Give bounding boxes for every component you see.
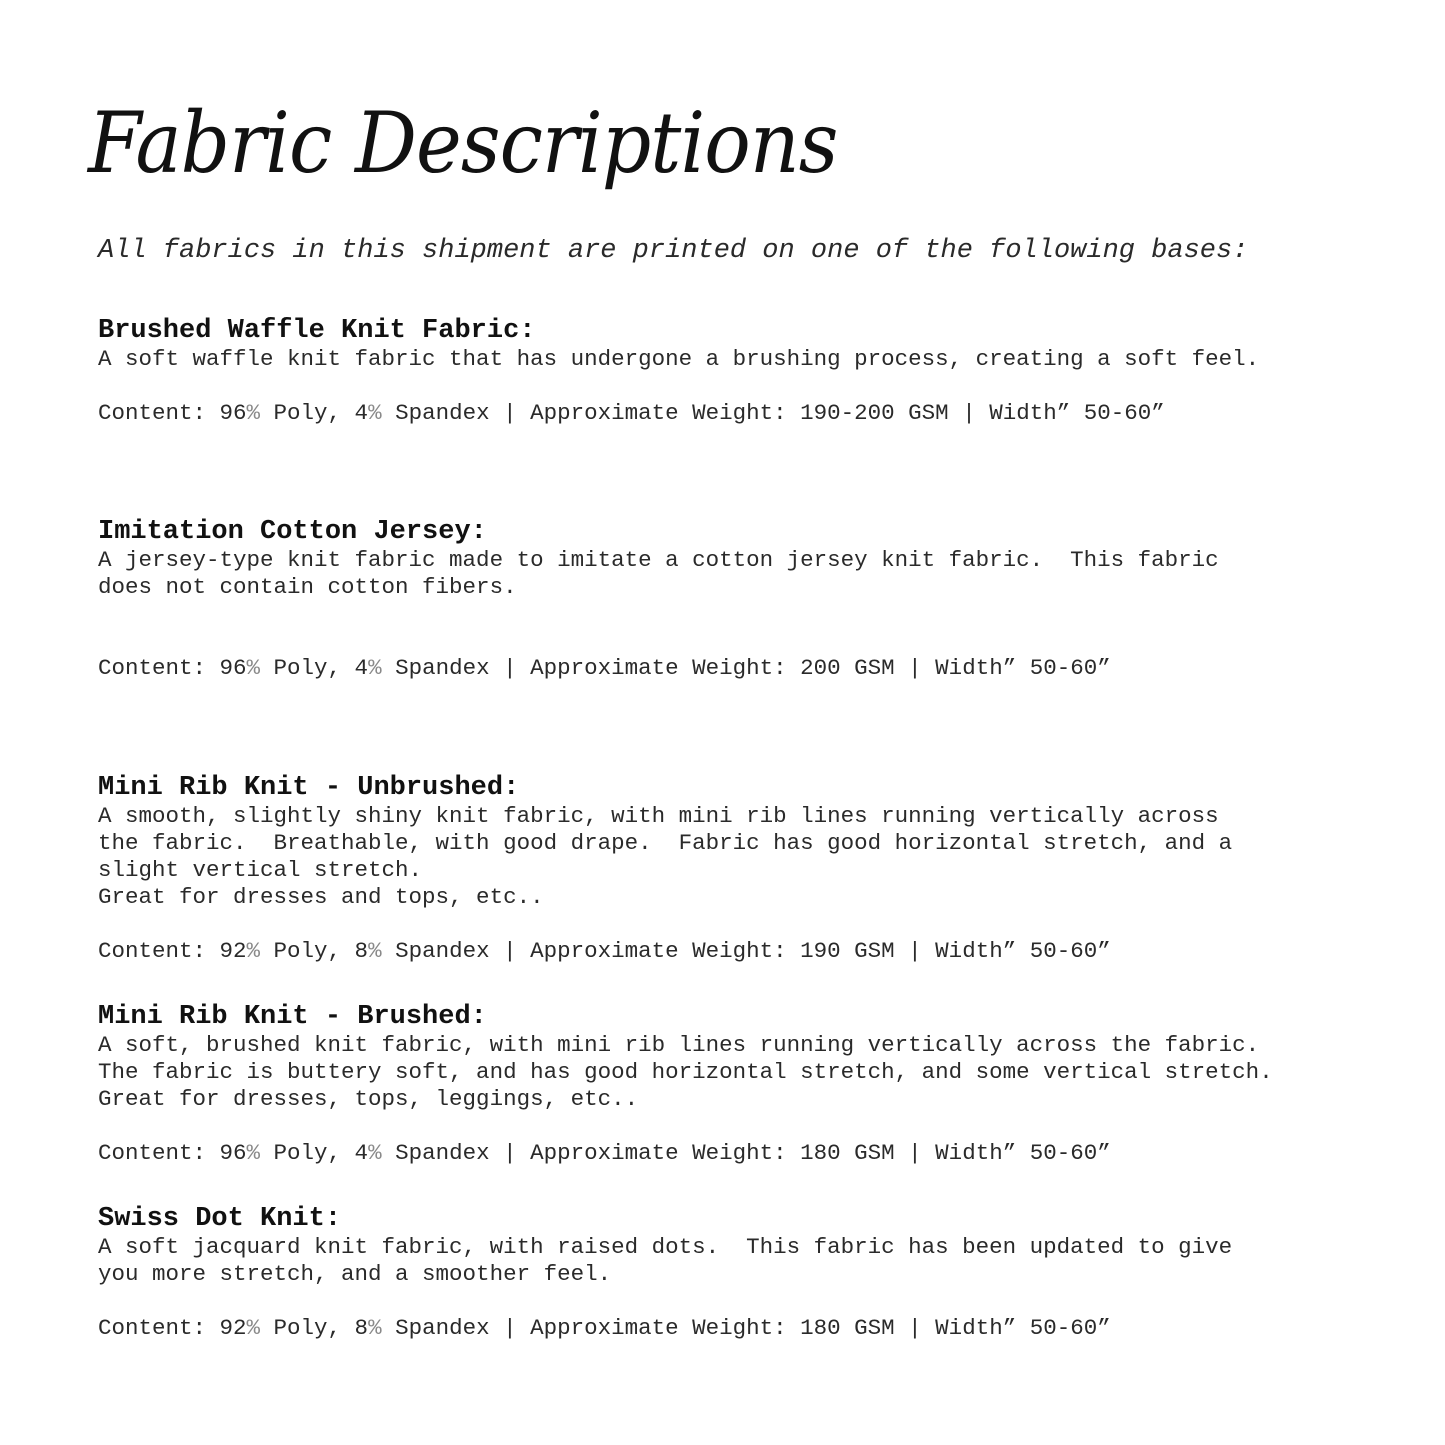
fabric-content-spec: Content: 96% Poly, 4% Spandex | Approximate Weight: 180 GSM | Width” 50-60” [98,1140,1111,1166]
fabric-description-line: A soft jacquard knit fabric, with raised dots. This fabric has been updated to give [98,1234,1233,1260]
fabric-description-line: Great for dresses, tops, leggings, etc.. [98,1086,639,1112]
fabric-name: Mini Rib Knit - Unbrushed: [98,773,520,803]
fabric-description-line: A soft waffle knit fabric that has undergone a brushing process, creating a soft feel. [98,346,1260,372]
fabric-description-line: A smooth, slightly shiny knit fabric, with mini rib lines running vertically across [98,803,1219,829]
fabric-description-line: A jersey-type knit fabric made to imitate a cotton jersey knit fabric. This fabric [98,547,1219,573]
fabric-description-line: A soft, brushed knit fabric, with mini rib lines running vertically across the fabric. [98,1032,1260,1058]
fabric-name: Imitation Cotton Jersey: [98,517,487,547]
fabric-description-line: the fabric. Breathable, with good drape. Fabric has good horizontal stretch, and a [98,830,1233,856]
fabric-name: Brushed Waffle Knit Fabric: [98,316,536,346]
fabric-content-spec: Content: 96% Poly, 4% Spandex | Approximate Weight: 200 GSM | Width” 50-60” [98,655,1111,681]
fabric-content-spec: Content: 92% Poly, 8% Spandex | Approximate Weight: 190 GSM | Width” 50-60” [98,938,1111,964]
fabric-section-mini-rib-brushed [98,1002,1338,1167]
intro-text: All fabrics in this shipment are printed on one of the following bases: [98,236,1249,266]
fabric-description-line: Great for dresses and tops, etc.. [98,884,544,910]
page-title: Fabric Descriptions [88,94,838,192]
fabric-description-line: The fabric is buttery soft, and has good horizontal stretch, and some vertical stretch. [98,1059,1273,1085]
fabric-name: Swiss Dot Knit: [98,1204,342,1234]
fabric-content-spec: Content: 92% Poly, 8% Spandex | Approximate Weight: 180 GSM | Width” 50-60” [98,1315,1111,1341]
fabric-description-line: does not contain cotton fibers. [98,574,517,600]
fabric-section-mini-rib-unbrushed [98,773,1338,965]
fabric-content-spec: Content: 96% Poly, 4% Spandex | Approximate Weight: 190-200 GSM | Width” 50-60” [98,400,1165,426]
fabric-section-brushed-waffle-knit [98,316,1338,427]
fabric-section-swiss-dot-knit [98,1204,1338,1342]
fabric-description-line: slight vertical stretch. [98,857,423,883]
fabric-section-imitation-cotton-jersey [98,517,1338,682]
fabric-description-line: you more stretch, and a smoother feel. [98,1261,612,1287]
fabric-name: Mini Rib Knit - Brushed: [98,1002,487,1032]
